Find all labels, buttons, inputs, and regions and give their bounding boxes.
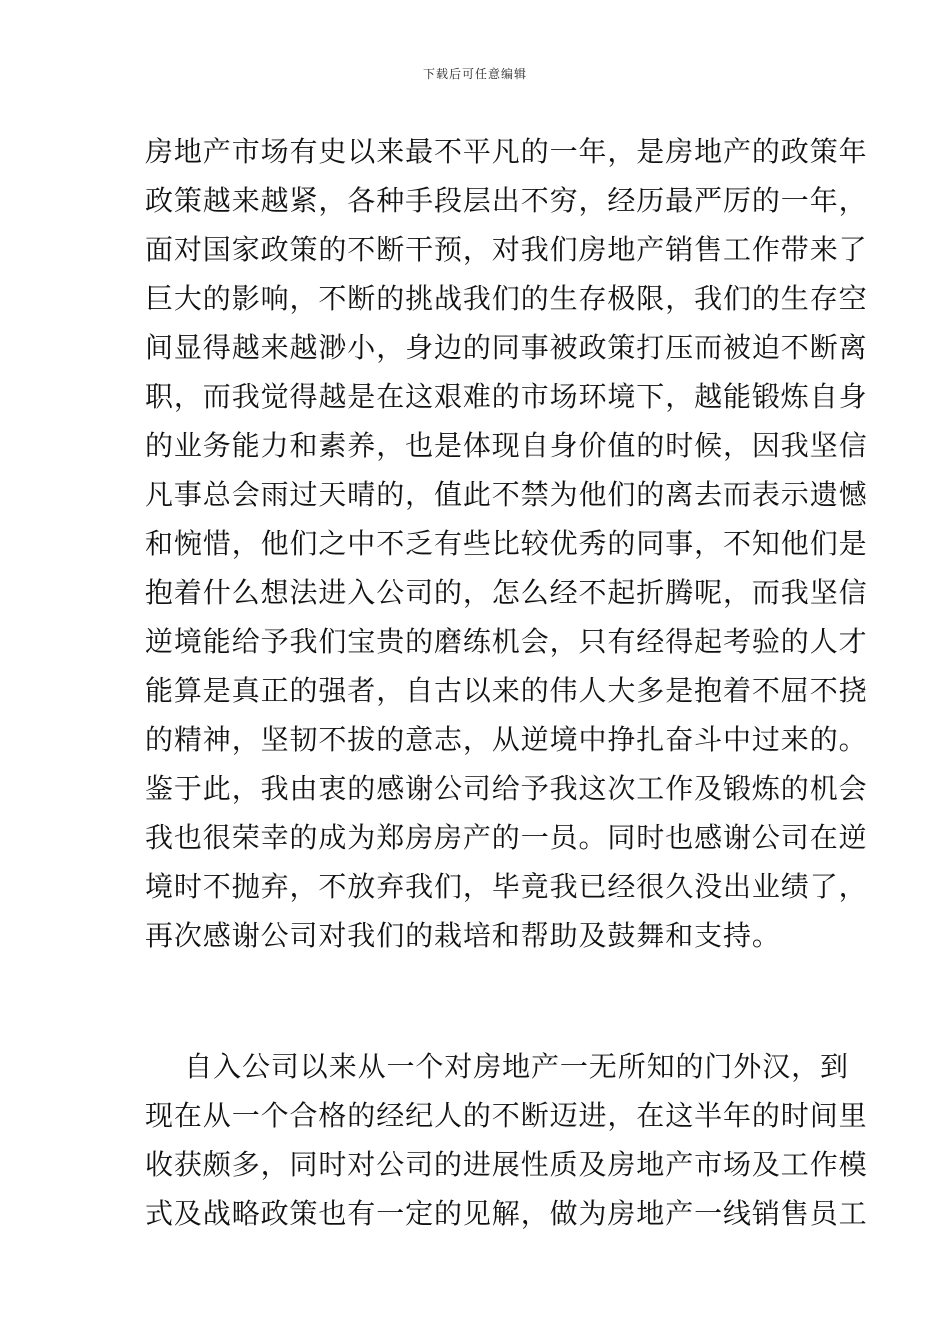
text-line: 式及战略政策也有一定的见解，做为房地产一线销售员工	[145, 1197, 868, 1230]
header-note: 下载后可任意编辑	[422, 67, 527, 81]
text-line: 的业务能力和素养，也是体现自身价值的时候，因我坚信	[145, 429, 868, 462]
text-line: 和惋惜，他们之中不乏有些比较优秀的同事，不知他们是	[145, 527, 868, 560]
text-line: 收获颇多，同时对公司的进展性质及房地产市场及工作模	[145, 1148, 868, 1181]
body-text	[145, 127, 868, 1238]
text-line: 面对国家政策的不断干预，对我们房地产销售工作带来了	[145, 233, 868, 266]
paragraph-gap	[145, 960, 815, 1042]
text-line: 间显得越来越渺小，身边的同事被政策打压而被迫不断离	[145, 331, 868, 364]
text-line: 现在从一个合格的经纪人的不断迈进，在这半年的时间里	[145, 1099, 868, 1132]
text-line: 能算是真正的强者，自古以来的伟人大多是抱着不屈不挠	[145, 674, 868, 707]
text-line: 逆境能给予我们宝贵的磨练机会，只有经得起考验的人才	[145, 625, 868, 658]
text-line: 我也很荣幸的成为郑房房产的一员。同时也感谢公司在逆	[145, 821, 868, 854]
text-line: 自入公司以来从一个对房地产一无所知的门外汉，到	[145, 1050, 849, 1083]
text-line: 巨大的影响，不断的挑战我们的生存极限，我们的生存空	[145, 282, 868, 315]
text-line: 的精神，坚韧不拔的意志，从逆境中挣扎奋斗中过来的。	[145, 723, 868, 756]
text-line: 鉴于此，我由衷的感谢公司给予我这次工作及锻炼的机会	[145, 772, 868, 805]
text-line: 凡事总会雨过天晴的，值此不禁为他们的离去而表示遗憾	[145, 478, 868, 511]
text-line: 再次感谢公司对我们的栽培和帮助及鼓舞和支持。	[145, 919, 781, 952]
paragraph-2	[145, 1042, 868, 1238]
text-line: 境时不抛弃，不放弃我们，毕竟我已经很久没出业绩了，	[145, 870, 868, 903]
text-line: 政策越来越紧，各种手段层出不穷，经历最严厉的一年，	[145, 184, 868, 217]
text-line: 职，而我觉得越是在这艰难的市场环境下，越能锻炼自身	[145, 380, 868, 413]
text-line: 抱着什么想法进入公司的，怎么经不起折腾呢，而我坚信	[145, 576, 868, 609]
paragraph-1	[145, 127, 868, 960]
text-line: 房地产市场有史以来最不平凡的一年，是房地产的政策年	[145, 135, 868, 168]
